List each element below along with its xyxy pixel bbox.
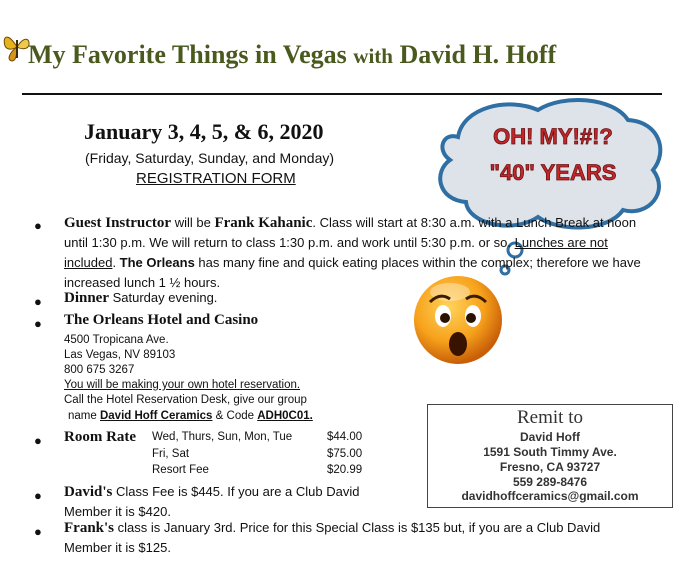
instructor-name: Frank Kahanic: [214, 215, 313, 231]
event-days: (Friday, Saturday, Sunday, and Monday): [85, 150, 335, 166]
dinner-label: Dinner: [64, 290, 109, 306]
hotel-group-code: name David Hoff Ceramics & Code ADH0C01.: [68, 410, 313, 422]
room-rate-days: Resort Fee: [152, 464, 209, 476]
hotel-phone: 800 675 3267: [64, 364, 135, 376]
remit-title: Remit to: [517, 407, 583, 428]
bullet: ●: [34, 218, 42, 233]
hotel-heading: The Orleans Hotel and Casino: [64, 312, 259, 328]
dinner-paragraph: Dinner Saturday evening.: [64, 290, 218, 306]
title-main: My Favorite Things in Vegas: [28, 40, 347, 69]
group-name: David Hoff Ceramics: [99, 410, 213, 422]
group-code: ADH0C01.: [257, 410, 313, 422]
hotel-reservation-note: You will be making your own hotel reservation.: [64, 379, 301, 391]
bullet: ●: [34, 488, 42, 503]
bullet: ●: [34, 433, 42, 448]
hotel-address-1: 4500 Tropicana Ave.: [64, 334, 169, 346]
room-rate-days: Fri, Sat: [152, 448, 190, 460]
room-rate-price: $20.99: [327, 464, 363, 476]
bullet: ●: [34, 316, 42, 331]
davids-fee-paragraph: David's Class Fee is $445. If you are a Club David Member it is $420.: [64, 484, 360, 519]
bubble-line-1: OH! MY!#!?: [493, 124, 613, 149]
hotel-address-2: Las Vegas, NV 89103: [64, 349, 176, 361]
bullet: ●: [34, 524, 42, 539]
page-title: [28, 40, 556, 70]
room-rate-price: $44.00: [327, 431, 363, 443]
remit-email[interactable]: davidhoffceramics@gmail.com: [461, 489, 639, 503]
room-rate-price: $75.00: [327, 448, 363, 460]
hotel-call-note: Call the Hotel Reservation Desk, give our group: [64, 394, 307, 406]
event-dates: January 3, 4, 5, & 6, 2020: [84, 119, 324, 144]
title-name: David H. Hoff: [399, 40, 557, 69]
guest-instructor-label: Guest Instructor: [64, 215, 172, 231]
remit-name: David Hoff: [520, 430, 580, 444]
room-rate-days: Wed, Thurs, Sun, Mon, Tue: [152, 431, 293, 443]
bubble-line-2: "40" YEARS: [489, 160, 617, 185]
lunch-note: Lunches are not included: [64, 235, 608, 270]
bullet: ●: [34, 294, 42, 309]
remit-phone: 559 289-8476: [512, 475, 588, 489]
remit-city: Fresno, CA 93727: [499, 460, 601, 474]
registration-form-title: REGISTRATION FORM: [136, 170, 296, 187]
guest-instructor-paragraph: Guest Instructor will be Frank Kahanic. Class will start at 8:30 a.m. with a Lunch Break at noon until 1:30 p.m. We will return to class 1:30 p.m. and work until 5:30 p.m. or so. Lunches are not included. The Orleans has many fine and quick eating places within the complex; therefore we have increased lunch 1 ½ hours.: [64, 215, 641, 290]
title-with: with: [353, 44, 393, 68]
room-rate-label: Room Rate: [64, 429, 137, 445]
franks-class-paragraph: Frank's class is January 3rd. Price for this Special Class is $135 but, if you are a Club David Member it is $125.: [64, 520, 601, 555]
remit-street: 1591 South Timmy Ave.: [483, 445, 617, 459]
